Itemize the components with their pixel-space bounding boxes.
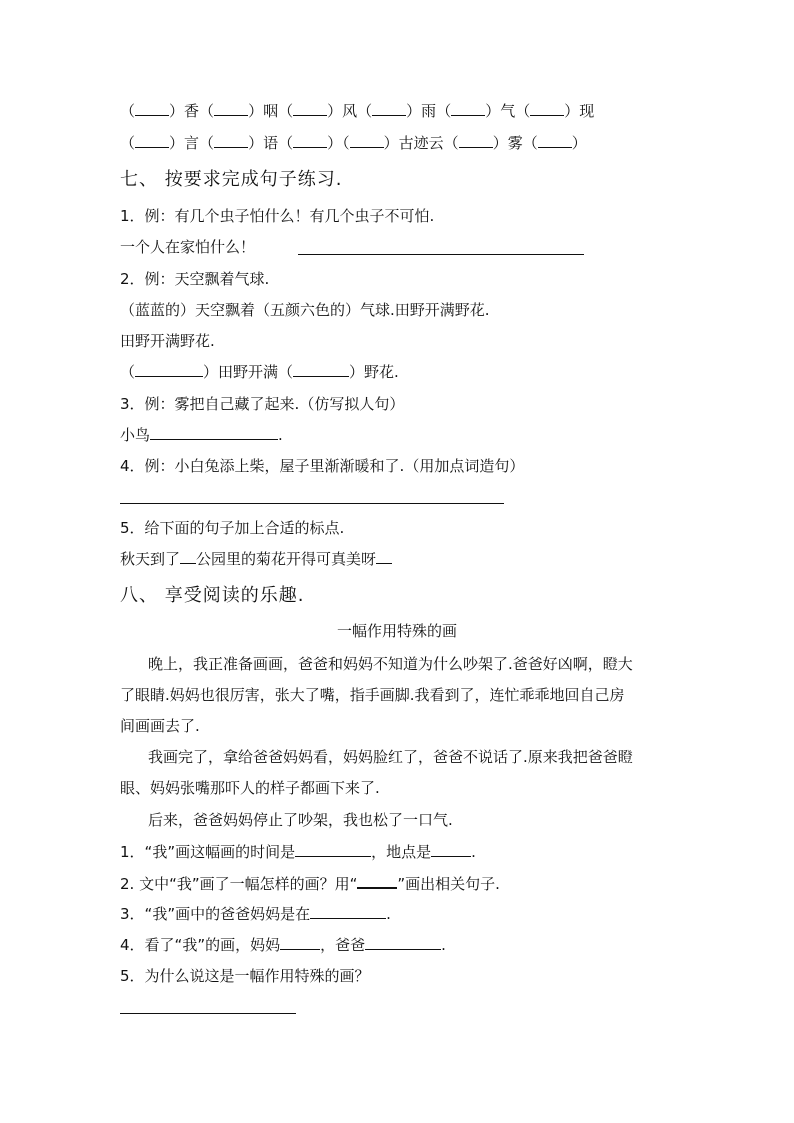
underline-mark <box>357 873 397 889</box>
word-char: 现 <box>579 102 595 120</box>
text: 1．“我”画这幅画的时间是 <box>120 843 296 861</box>
answer-blank[interactable] <box>310 904 386 919</box>
word-char: 风 <box>342 102 358 120</box>
text: ，爸爸 <box>320 936 366 954</box>
mom-blank[interactable] <box>280 935 320 950</box>
period: . <box>278 426 283 444</box>
s7-q2-sentence: 田野开满野花. <box>120 332 215 350</box>
word-char: 雨 <box>421 102 437 120</box>
s8-q1 <box>120 842 476 862</box>
text: ，地点是 <box>371 843 432 861</box>
word-char: 古迹云 <box>398 134 444 152</box>
time-blank[interactable] <box>295 842 371 857</box>
blank[interactable] <box>372 101 406 116</box>
adjective-blank-2[interactable] <box>293 362 349 377</box>
text: ）田野开满（ <box>203 363 294 381</box>
blank[interactable] <box>214 133 248 148</box>
word-char: 气 <box>500 102 516 120</box>
text: 2. 文中“我”画了一幅怎样的画？用“ <box>120 875 358 893</box>
blank[interactable] <box>538 133 572 148</box>
passage-p1-line2: 了眼睛.妈妈也很厉害，张大了嘴，指手画脚.我看到了，连忙乖乖地回自己房 <box>120 686 625 704</box>
s7-q3-example: 3．例：雾把自己藏了起来.（仿写拟人句） <box>120 395 405 413</box>
s7-q2-example: 2．例：天空飘着气球. <box>120 270 270 288</box>
s7-q4-answer-line[interactable] <box>120 503 504 504</box>
text: ）野花. <box>349 363 399 381</box>
text: . <box>441 936 446 954</box>
s8-q2 <box>120 873 500 894</box>
word-char: 语 <box>263 134 279 152</box>
word-char: 咽 <box>263 102 279 120</box>
s8-q5-answer-line[interactable] <box>120 1013 296 1014</box>
text: 秋天到了 <box>120 550 181 568</box>
text: . <box>386 905 391 923</box>
s7-q4-example: 4．例：小白兔添上柴，屋子里渐渐暖和了.（用加点词造句） <box>120 457 525 475</box>
adjective-blank-1[interactable] <box>135 362 203 377</box>
text: 3．“我”画中的爸爸妈妈是在 <box>120 905 311 923</box>
text: 4．看了“我”的画，妈妈 <box>120 936 281 954</box>
section7-heading: 七、 按要求完成句子练习. <box>120 169 343 190</box>
prompt: 小鸟 <box>120 426 151 444</box>
dad-blank[interactable] <box>365 935 441 950</box>
blank[interactable] <box>214 101 248 116</box>
blank[interactable] <box>451 101 485 116</box>
s7-q3-answer <box>120 425 283 445</box>
blank[interactable] <box>293 133 327 148</box>
s7-q5-instruction: 5．给下面的句子加上合适的标点. <box>120 519 345 537</box>
blank[interactable] <box>293 101 327 116</box>
s7-q5-sentence <box>120 549 392 569</box>
blank[interactable] <box>135 133 169 148</box>
bracket: （ <box>120 363 136 381</box>
s7-q1-answer-line[interactable] <box>298 254 584 255</box>
passage-p1-line3: 间画画去了. <box>120 717 200 735</box>
s7-q2-model: （蓝蓝的）天空飘着（五颜六色的）气球.田野开满野花. <box>120 301 490 319</box>
text: . <box>471 843 476 861</box>
place-blank[interactable] <box>431 842 471 857</box>
passage-p1-line1: 晚上，我正准备画画，爸爸和妈妈不知道为什么吵架了.爸爸好凶啊，瞪大 <box>148 655 633 673</box>
blank[interactable] <box>135 101 169 116</box>
word-char: 雾 <box>507 134 523 152</box>
passage-p2-line2: 眼、妈妈张嘴那吓人的样子都画下来了. <box>120 779 380 797</box>
section8-heading: 八、 享受阅读的乐趣. <box>120 585 305 606</box>
word-char: 香 <box>184 102 200 120</box>
blank[interactable] <box>350 133 384 148</box>
blank[interactable] <box>530 101 564 116</box>
s8-q5: 5．为什么说这是一幅作用特殊的画？ <box>120 967 370 985</box>
blank[interactable] <box>459 133 493 148</box>
fill-row-2: （ ）言（ ）语（ ）（ ）古迹云（ ）雾（ ） <box>120 134 587 152</box>
s8-q3 <box>120 904 391 924</box>
s7-q2-blank-line <box>120 362 399 382</box>
answer-blank[interactable] <box>150 425 278 440</box>
passage-p3-line1: 后来，爸爸妈妈停止了吵架，我也松了一口气. <box>148 811 453 829</box>
fill-row-1: （ ）香（ ）咽（ ）风（ ）雨（ ）气（ ）现 <box>120 102 595 120</box>
text: 公园里的菊花开得可真美呀 <box>196 550 377 568</box>
punct-blank-2[interactable] <box>376 549 392 564</box>
passage-title: 一幅作用特殊的画 <box>336 622 457 640</box>
word-char: 言 <box>184 134 200 152</box>
s7-q1-example: 1．例：有几个虫子怕什么！有几个虫子不可怕. <box>120 207 435 225</box>
s8-q4 <box>120 935 446 955</box>
text: ”画出相关句子. <box>397 875 500 893</box>
s7-q1-prompt: 一个人在家怕什么！ <box>120 238 256 256</box>
punct-blank-1[interactable] <box>180 549 196 564</box>
passage-p2-line1: 我画完了，拿给爸爸妈妈看，妈妈脸红了，爸爸不说话了.原来我把爸爸瞪 <box>148 748 633 766</box>
